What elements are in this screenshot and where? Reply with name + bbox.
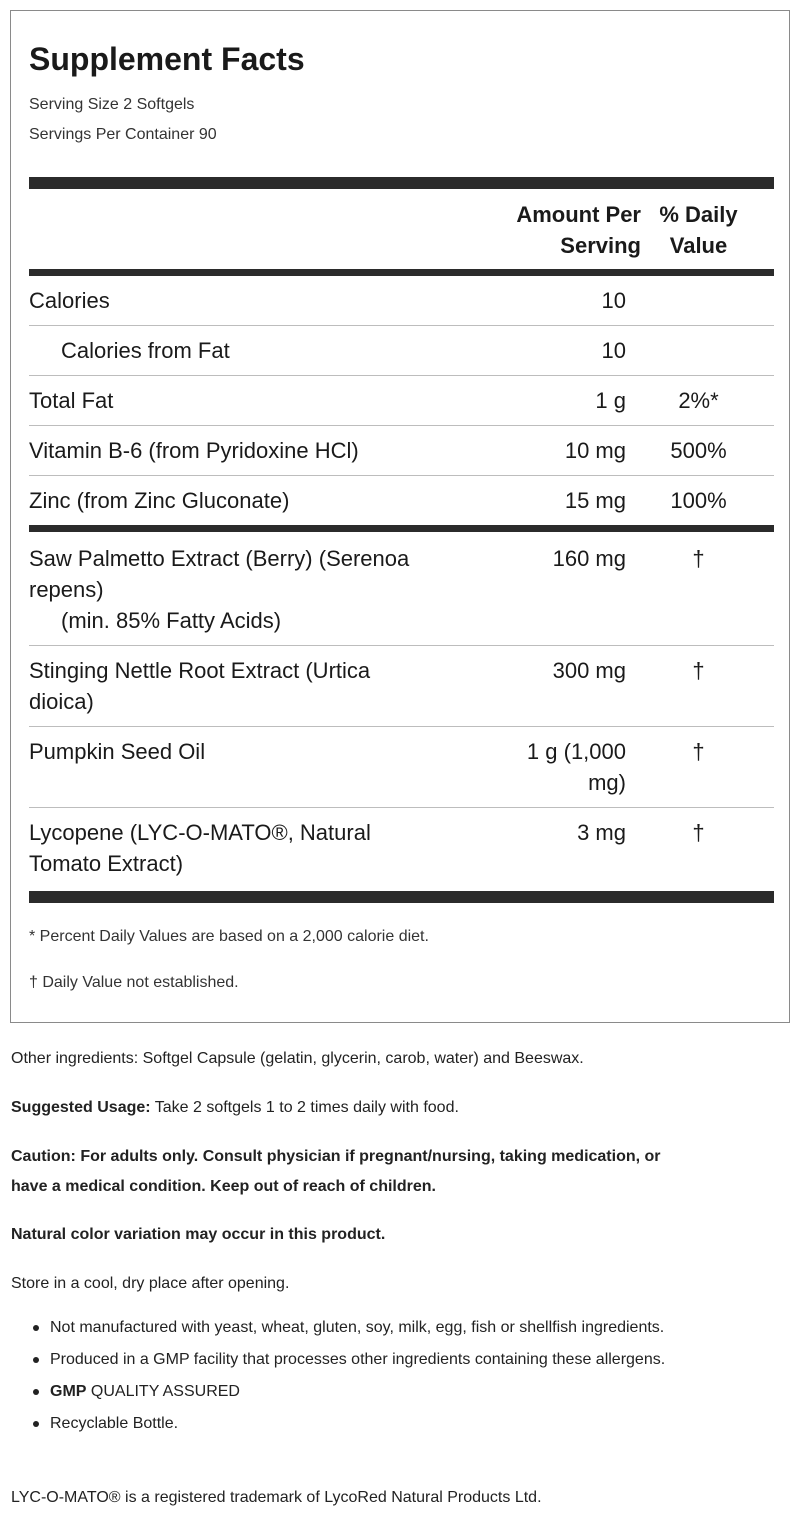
supplement-facts-panel: [10, 10, 790, 1023]
row-divider: [29, 325, 774, 326]
row-name: Lycopene (LYC-O-MATO®, Natural Tomato Extract): [29, 820, 371, 876]
row-amount: 300 mg: [552, 658, 626, 683]
panel-title: Supplement Facts: [29, 41, 305, 77]
row-name: Calories: [29, 288, 110, 313]
serving-size: Serving Size 2 Softgels: [29, 96, 195, 113]
row-daily-value: 500%: [670, 438, 727, 463]
row-amount: 10: [601, 338, 626, 363]
row-amount: 160 mg: [552, 546, 626, 571]
color-variation-note: Natural color variation may occur in this product.: [11, 1226, 386, 1243]
daily-value-header: % Daily Value: [659, 202, 738, 258]
servings-per-container: Servings Per Container 90: [29, 126, 217, 143]
bullet-icon: [33, 1421, 39, 1427]
bullet-icon: [33, 1325, 39, 1331]
row-daily-value: 2%*: [678, 388, 719, 413]
row-note: (min. 85% Fatty Acids): [61, 608, 282, 633]
section-bar: [29, 525, 774, 532]
list-item: Produced in a GMP facility that processes other ingredients containing these allergens.: [11, 1348, 791, 1372]
row-divider: [29, 645, 774, 646]
row-daily-value: †: [692, 546, 705, 571]
row-divider: [29, 425, 774, 426]
row-amount: 1 g: [595, 388, 626, 413]
row-name: Total Fat: [29, 388, 114, 413]
usage-label: Suggested Usage:: [11, 1099, 151, 1116]
footer-bar: [29, 891, 774, 903]
feature-list: [11, 1316, 791, 1444]
row-amount: 10: [601, 288, 626, 313]
list-item: Not manufactured with yeast, wheat, gluten, soy, milk, egg, fish or shellfish ingredients.: [11, 1316, 791, 1340]
row-amount: 10 mg: [564, 438, 626, 463]
bullet-icon: [33, 1389, 39, 1395]
footnote-percent: * Percent Daily Values are based on a 2,000 calorie diet.: [29, 928, 429, 945]
storage-note: Store in a cool, dry place after opening.: [11, 1275, 290, 1292]
row-name: Saw Palmetto Extract (Berry) (Serenoa repens): [29, 546, 410, 602]
row-name: Zinc (from Zinc Gluconate): [29, 488, 290, 513]
row-amount: 3 mg: [577, 820, 626, 845]
row-amount: 1 g (1,000 mg): [526, 739, 626, 795]
row-divider: [29, 475, 774, 476]
caution: Caution: For adults only. Consult physician if pregnant/nursing, taking medication, or have a medical condition. Keep out of reach of children.: [11, 1148, 661, 1195]
row-name: Calories from Fat: [61, 338, 230, 363]
list-item: GMP QUALITY ASSURED: [11, 1380, 791, 1404]
amount-header: Amount Per Serving: [516, 202, 641, 258]
footnote-dagger: † Daily Value not established.: [29, 974, 239, 991]
row-daily-value: †: [692, 658, 705, 683]
trademark-note: LYC-O-MATO® is a registered trademark of LycoRed Natural Products Ltd.: [11, 1489, 542, 1506]
row-name: Stinging Nettle Root Extract (Urtica dioica): [29, 658, 371, 714]
row-divider: [29, 726, 774, 727]
row-name: Pumpkin Seed Oil: [29, 739, 206, 764]
list-item: Recyclable Bottle.: [11, 1412, 791, 1436]
header-bar-top: [29, 177, 774, 189]
row-divider: [29, 807, 774, 808]
row-amount: 15 mg: [564, 488, 626, 513]
other-ingredients: Other ingredients: Softgel Capsule (gelatin, glycerin, carob, water) and Beeswax.: [11, 1050, 584, 1067]
row-daily-value: †: [692, 820, 705, 845]
row-divider: [29, 375, 774, 376]
suggested-usage: [11, 1093, 791, 1123]
bullet-icon: [33, 1357, 39, 1363]
row-daily-value: †: [692, 739, 705, 764]
row-daily-value: 100%: [670, 488, 727, 513]
row-name: Vitamin B-6 (from Pyridoxine HCl): [29, 438, 359, 463]
header-bar-bottom: [29, 269, 774, 276]
usage-text: Take 2 softgels 1 to 2 times daily with food.: [150, 1099, 459, 1116]
